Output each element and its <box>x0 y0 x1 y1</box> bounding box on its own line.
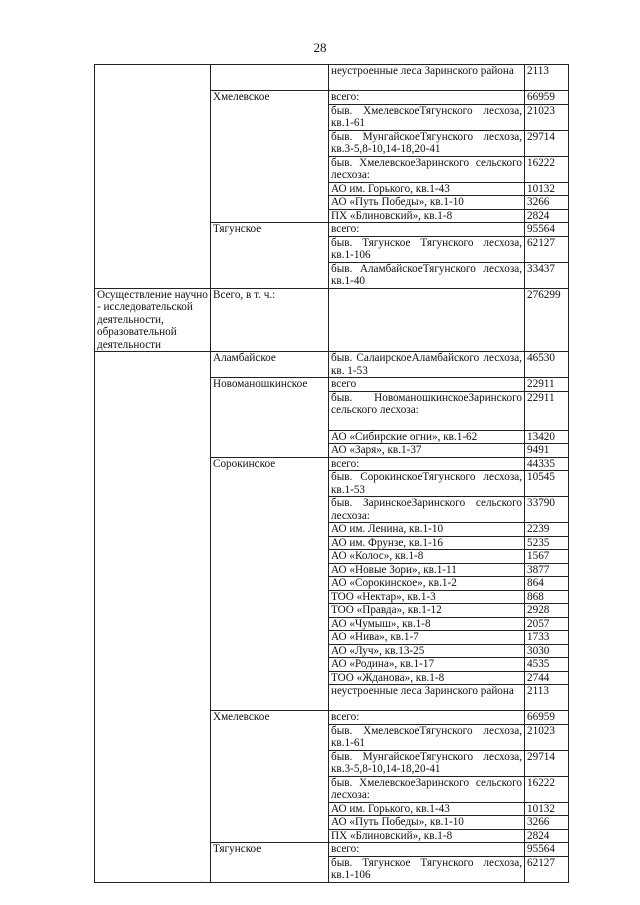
location-cell: быв. ХмелевскоеЗаринского сельского лесхоза: <box>329 156 525 182</box>
location-cell: АО им. Ленина, кв.1-10 <box>329 523 525 537</box>
location-cell: АО «Заря», кв.1-37 <box>329 444 525 458</box>
area-cell: 29714 <box>525 750 569 776</box>
forestry-cell: Всего, в т. ч.: <box>211 288 329 352</box>
area-cell: 33790 <box>525 497 569 523</box>
location-cell: ПХ «Блиновский», кв.1-8 <box>329 829 525 843</box>
area-cell: 2057 <box>525 617 569 631</box>
location-cell: всего: <box>329 223 525 237</box>
area-cell: 2744 <box>525 671 569 685</box>
location-cell: ПХ «Блиновский», кв.1-8 <box>329 209 525 223</box>
location-cell: АО им. Горького, кв.1-43 <box>329 802 525 816</box>
location-cell: АО «Путь Победы», кв.1-10 <box>329 816 525 830</box>
area-cell: 2928 <box>525 604 569 618</box>
location-cell: ТОО «Жданова», кв.1-8 <box>329 671 525 685</box>
area-cell: 33437 <box>525 262 569 288</box>
location-cell: АО «Сибирские огни», кв.1-62 <box>329 430 525 444</box>
location-cell: АО им. Фрунзе, кв.1-16 <box>329 536 525 550</box>
activity-cell <box>95 65 211 289</box>
area-cell: 10132 <box>525 802 569 816</box>
location-cell: быв. СорокинскоеТягунского лесхоза, кв.1-53 <box>329 471 525 497</box>
area-cell: 16222 <box>525 776 569 802</box>
location-cell: АО «Сорокинское», кв.1-2 <box>329 577 525 591</box>
location-cell: всего: <box>329 91 525 105</box>
area-cell: 868 <box>525 590 569 604</box>
area-cell: 4535 <box>525 658 569 672</box>
activity-cell: Осуществление научно - исследовательской деятельности, образовательной деятельности <box>95 288 211 352</box>
area-cell: 3266 <box>525 816 569 830</box>
location-cell: быв. Тягунское Тягунского лесхоза, кв.1-106 <box>329 236 525 262</box>
land-allocation-table <box>94 64 569 883</box>
forestry-cell <box>211 65 329 91</box>
forestry-cell: Тягунское <box>211 223 329 289</box>
forestry-cell: Хмелевское <box>211 91 329 223</box>
area-cell: 21023 <box>525 724 569 750</box>
activity-cell <box>95 352 211 883</box>
location-cell <box>329 288 525 352</box>
forestry-cell: Сорокинское <box>211 457 329 711</box>
margin-mark: · <box>200 878 203 887</box>
location-cell: быв. СалаирскоеАламбайского лесхоза, кв. 1-53 <box>329 352 525 378</box>
forestry-cell: Аламбайское <box>211 352 329 378</box>
area-cell: 2824 <box>525 209 569 223</box>
area-cell: 3266 <box>525 196 569 210</box>
location-cell: быв. МунгайскоеТягунского лесхоза, кв.3-5,8-10,14-18,20-41 <box>329 750 525 776</box>
area-cell: 44335 <box>525 457 569 471</box>
location-cell: быв. ЗаринскоеЗаринского сельского лесхоза: <box>329 497 525 523</box>
location-cell: ТОО «Нектар», кв.1-3 <box>329 590 525 604</box>
area-cell: 2113 <box>525 65 569 91</box>
forestry-cell: Тягунское <box>211 843 329 883</box>
location-cell: всего: <box>329 843 525 857</box>
location-cell: АО «Путь Победы», кв.1-10 <box>329 196 525 210</box>
location-cell: АО «Новые Зори», кв.1-11 <box>329 563 525 577</box>
area-cell: 95564 <box>525 843 569 857</box>
page-number: 28 <box>313 40 327 55</box>
location-cell: АО «Колос», кв.1-8 <box>329 550 525 564</box>
location-cell: АО «Луч», кв.13-25 <box>329 644 525 658</box>
location-cell: неустроенные леса Заринского района <box>329 65 525 91</box>
area-cell: 22911 <box>525 378 569 392</box>
area-cell: 864 <box>525 577 569 591</box>
area-cell: 95564 <box>525 223 569 237</box>
location-cell: быв. НовоманошкинскоеЗаринского сельского лесхоза: <box>329 391 525 430</box>
area-cell: 62127 <box>525 856 569 882</box>
location-cell: АО «Родина», кв.1-17 <box>329 658 525 672</box>
area-cell: 1733 <box>525 631 569 645</box>
location-cell: неустроенные леса Заринского района <box>329 685 525 711</box>
area-cell: 29714 <box>525 130 569 156</box>
area-cell: 10132 <box>525 182 569 196</box>
location-cell: АО «Нива», кв.1-7 <box>329 631 525 645</box>
location-cell: всего: <box>329 711 525 725</box>
area-cell: 2824 <box>525 829 569 843</box>
table-body <box>95 65 569 883</box>
location-cell: быв. МунгайскоеТягунского лесхоза, кв.3-5,8-10,14-18,20-41 <box>329 130 525 156</box>
location-cell: быв. ХмелевскоеЗаринского сельского лесхоза: <box>329 776 525 802</box>
area-cell: 46530 <box>525 352 569 378</box>
area-cell: 21023 <box>525 104 569 130</box>
area-cell: 66959 <box>525 711 569 725</box>
table-row <box>95 288 569 352</box>
area-cell: 9491 <box>525 444 569 458</box>
location-cell: быв. ХмелевскоеТягунского лесхоза, кв.1-61 <box>329 104 525 130</box>
location-cell: быв. Тягунское Тягунского лесхоза, кв.1-106 <box>329 856 525 882</box>
area-cell: 1567 <box>525 550 569 564</box>
location-cell: АО им. Горького, кв.1-43 <box>329 182 525 196</box>
location-cell: быв. АламбайскоеТягунского лесхоза, кв.1-40 <box>329 262 525 288</box>
area-cell: 3030 <box>525 644 569 658</box>
location-cell: ТОО «Правда», кв.1-12 <box>329 604 525 618</box>
location-cell: быв. ХмелевскоеТягунского лесхоза, кв.1-61 <box>329 724 525 750</box>
table-row <box>95 65 569 91</box>
area-cell: 10545 <box>525 471 569 497</box>
location-cell: АО «Чумыш», кв.1-8 <box>329 617 525 631</box>
area-cell: 66959 <box>525 91 569 105</box>
area-cell: 2239 <box>525 523 569 537</box>
area-cell: 13420 <box>525 430 569 444</box>
area-cell: 3877 <box>525 563 569 577</box>
location-cell: всего: <box>329 457 525 471</box>
area-cell: 16222 <box>525 156 569 182</box>
area-cell: 22911 <box>525 391 569 430</box>
area-cell: 5235 <box>525 536 569 550</box>
forestry-cell: Новоманошкинское <box>211 378 329 458</box>
area-cell: 2113 <box>525 685 569 711</box>
area-cell: 276299 <box>525 288 569 352</box>
area-cell: 62127 <box>525 236 569 262</box>
table-row <box>95 352 569 378</box>
forestry-cell: Хмелевское <box>211 711 329 843</box>
location-cell: всего <box>329 378 525 392</box>
